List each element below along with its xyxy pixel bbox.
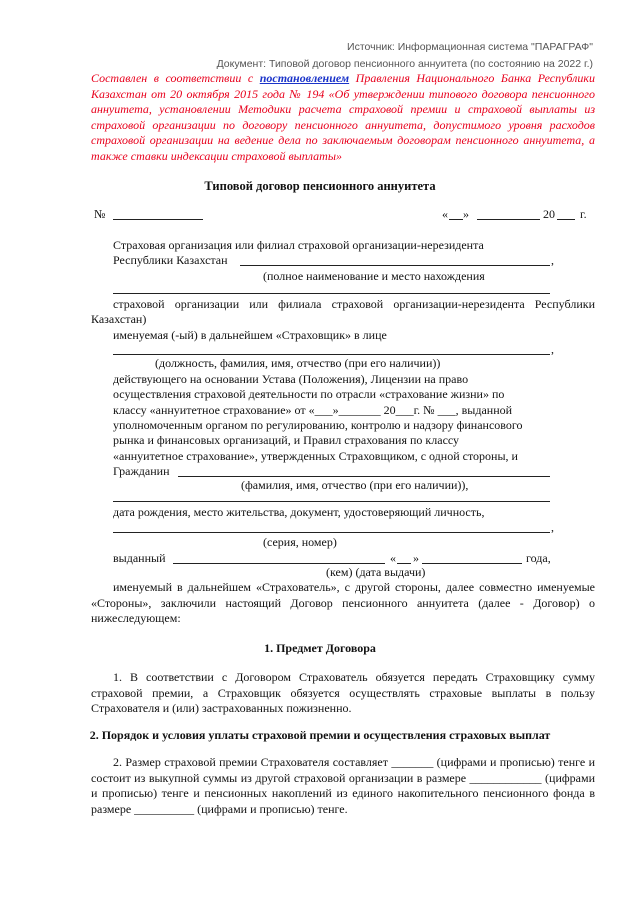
issued-by-field[interactable]	[173, 563, 385, 564]
basis-line-5: рынка и финансовых организаций, и Правил страхования по классу	[113, 433, 460, 447]
parties-paragraph: именуемый в дальнейшем «Страхователь», с другой стороны, далее совместно именуемые «Стороны», заключили настоящий Договор пенсионного аннуитета (далее - Договор) о нижеследующем:	[91, 580, 595, 625]
representative-field[interactable]	[113, 354, 550, 355]
resolution-link[interactable]: постановлением	[259, 71, 350, 85]
hint-full-name: (полное наименование и место нахождения	[263, 269, 485, 283]
hint-issued: (кем) (дата выдачи)	[326, 565, 426, 579]
document-line: Документ: Типовой договор пенсионного аннуитета (по состоянию на 2022 г.)	[216, 58, 593, 70]
section-2-clause-2: 2. Размер страховой премии Страхователя составляет _______ (цифрами и прописью) тенге и состоит из выкупной суммы из другой страховой организации в размере ____________ (цифрами и прописью) тенге и пенсионных накоплений из единого накопительного пенсионного фонда в размере __________ (цифрами и прописью) тенге.	[91, 755, 595, 816]
date-year-field[interactable]	[557, 219, 575, 220]
comma: ,	[551, 253, 554, 267]
issued-day-field[interactable]	[397, 563, 411, 564]
intro-suffix: Правления Национального Банка Республики Казахстан от 20 октября 2015 года № 194 «Об утверждении типового договора пенсионного аннуитета, установлении Методики расчета страховой премии и страховой выплаты из страховой организации по договору пенсионного аннуитета, допустимого уровня расходов страховой организации на ведение дела по заключаемым договорам пенсионного аннуитета, а также ставки индексации страховой выплаты»	[91, 71, 596, 163]
issued-date-field[interactable]	[422, 563, 522, 564]
issued-day-close: »	[413, 551, 419, 565]
insurer-location-field[interactable]	[113, 293, 550, 294]
citizen-label: Гражданин	[113, 464, 170, 478]
intro-note	[91, 71, 595, 164]
insurer-line-2: Республики Казахстан	[113, 253, 228, 267]
date-month-field[interactable]	[477, 219, 540, 220]
intro-prefix: Составлен в соответствии с	[91, 71, 260, 85]
insurer-line-3: страховой организации или филиала страховой организации-нерезидента Республики	[113, 297, 595, 311]
comma: ,	[551, 342, 554, 356]
section-2-title: 2. Порядок и условия уплаты страховой премии и осуществления страховых выплат	[89, 728, 551, 742]
insurer-line-5: именуемая (-ый) в дальнейшем «Страховщик» в лице	[113, 328, 387, 342]
hint-position: (должность, фамилия, имя, отчество (при его наличии))	[155, 356, 441, 370]
date-day-open: «	[442, 207, 448, 221]
hint-series-number: (серия, номер)	[263, 535, 337, 549]
citizen-name-field[interactable]	[178, 476, 550, 477]
section-1-clause-1: 1. В соответствии с Договором Страхователь обязуется передать Страховщику сумму страховой премии, а Страховщик обязуется осуществлять страховые выплаты в пользу Страхователя и (или) застрахованных пожизненно.	[91, 670, 595, 715]
insurer-line-1: Страховая организация или филиал страховой организации-нерезидента	[113, 238, 484, 252]
insurer-line-4: Казахстан)	[91, 312, 147, 326]
issued-label: выданный	[113, 551, 166, 565]
id-document-field[interactable]	[113, 532, 550, 533]
source-line: Источник: Информационная система "ПАРАГРАФ"	[347, 41, 593, 53]
issued-day-open: «	[390, 551, 396, 565]
citizen-info-field[interactable]	[113, 501, 550, 502]
section-1-title: 1. Предмет Договора	[264, 641, 376, 655]
basis-line-2: осуществления страховой деятельности по отрасли «страхование жизни» по	[113, 387, 505, 401]
date-year-prefix: 20	[543, 207, 555, 221]
basis-line-6: «аннуитетное страхование», утвержденных Страховщиком, с одной стороны, и	[113, 449, 518, 463]
basis-line-1: действующего на основании Устава (Положения), Лицензии на право	[113, 372, 469, 386]
year-word: года,	[526, 551, 551, 565]
document-title: Типовой договор пенсионного аннуитета	[204, 179, 436, 193]
date-day-field[interactable]	[449, 219, 463, 220]
number-label: №	[94, 207, 106, 221]
hint-citizen-name: (фамилия, имя, отчество (при его наличии)),	[241, 478, 469, 492]
comma: ,	[551, 520, 554, 534]
date-day-close: »	[463, 207, 469, 221]
basis-line-4: уполномоченным органом по регулированию, контролю и надзору финансового	[113, 418, 523, 432]
number-field[interactable]	[113, 219, 203, 220]
date-year-suffix: г.	[580, 207, 587, 221]
basis-line-3: классу «аннуитетное страхование» от «___»_______ 20___г. № ___, выданной	[113, 403, 513, 417]
citizen-details-line: дата рождения, место жительства, документ, удостоверяющий личность,	[113, 505, 485, 519]
insurer-name-field[interactable]	[240, 265, 550, 266]
